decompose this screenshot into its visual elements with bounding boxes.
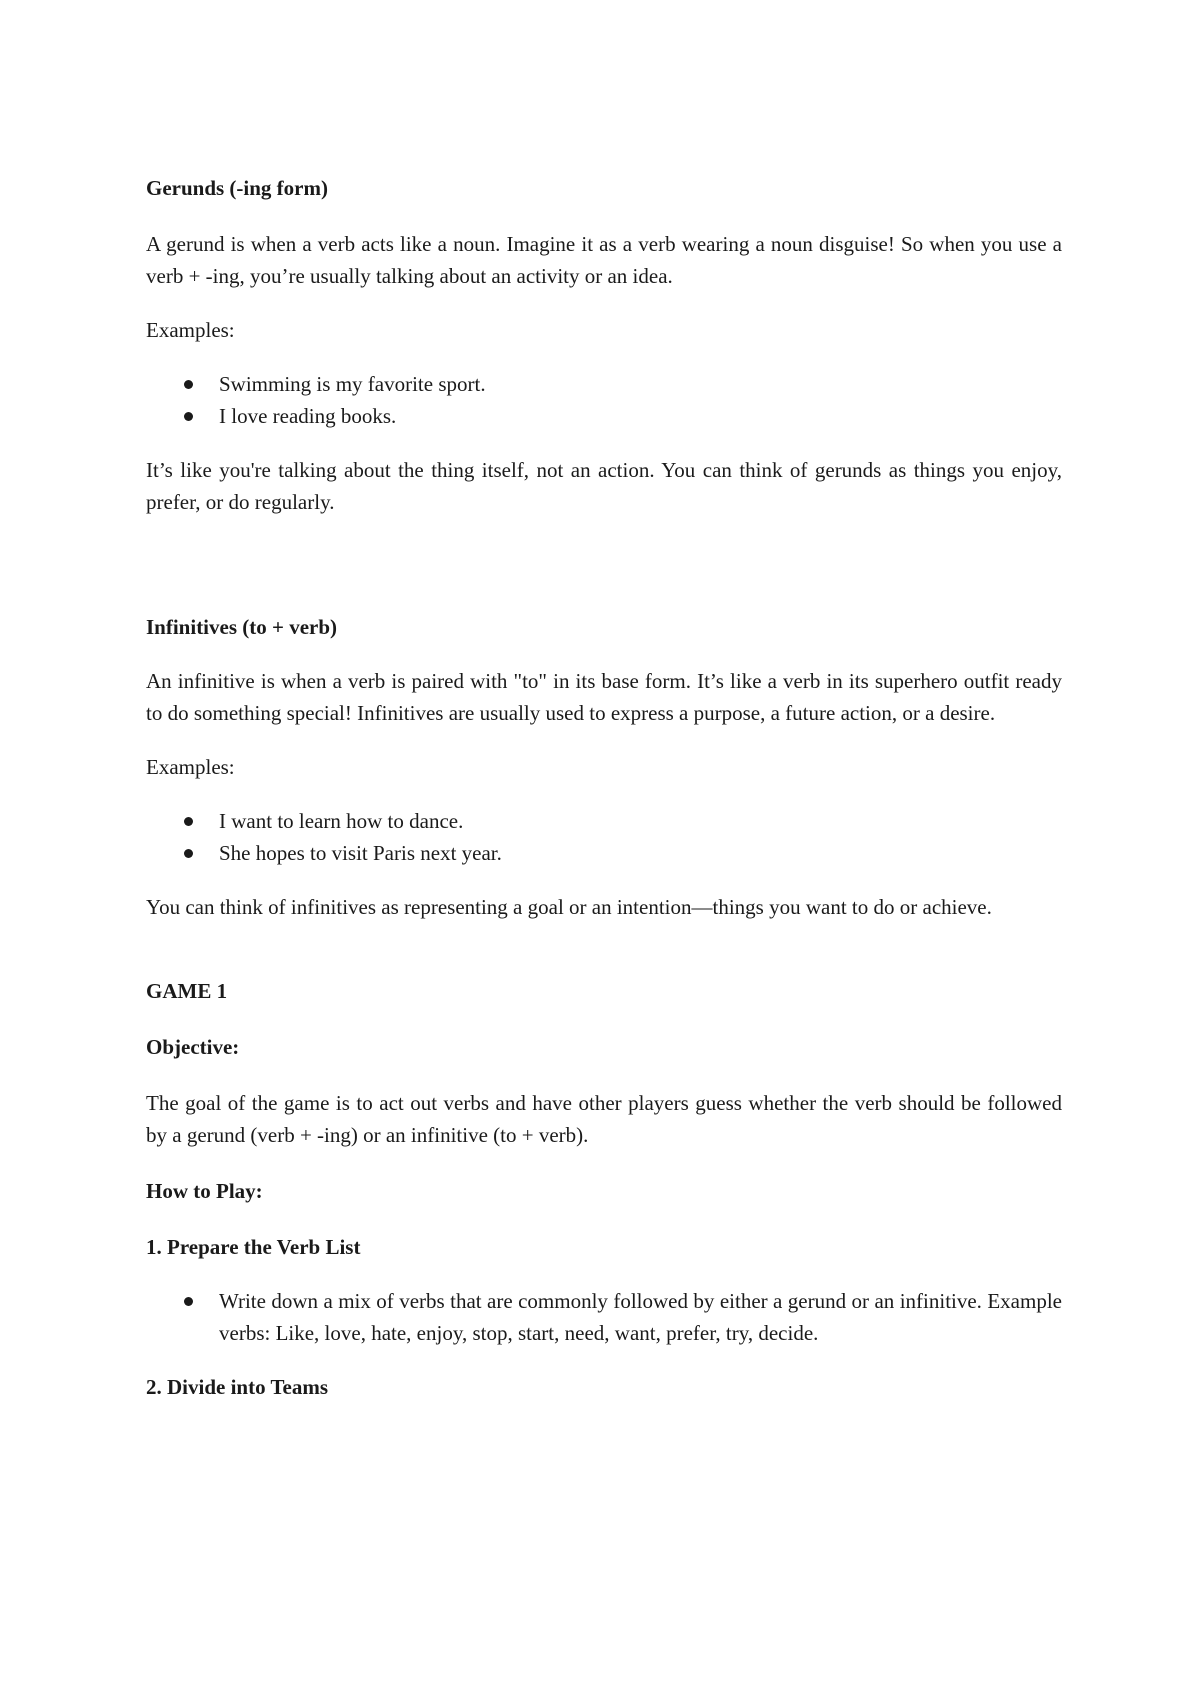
infinitives-heading: Infinitives (to + verb)	[146, 615, 338, 639]
gerunds-examples-list	[146, 368, 1062, 432]
bullet-icon	[184, 412, 193, 421]
list-item-text: Write down a mix of verbs that are commonly followed by either a gerund or an infinitive. Example verbs: Like, love, hate, enjoy, stop, start, need, want, prefer, try, decide.	[219, 1289, 1062, 1345]
list-item	[146, 368, 1062, 400]
list-item-text: I love reading books.	[219, 404, 397, 428]
list-item-text: I want to learn how to dance.	[219, 809, 464, 833]
bullet-icon	[184, 1297, 193, 1306]
how-to-play-label: How to Play:	[146, 1179, 263, 1203]
list-item	[146, 805, 1062, 837]
list-item-text: Swimming is my favorite sport.	[219, 372, 486, 396]
infinitives-examples-label: Examples:	[146, 755, 235, 779]
game-title: GAME 1	[146, 979, 228, 1003]
gerunds-heading: Gerunds (-ing form)	[146, 176, 328, 200]
objective-text: The goal of the game is to act out verbs and have other players guess whether the verb should be followed by a gerund (verb + -ing) or an infinitive (to + verb).	[146, 1091, 1062, 1147]
infinitives-intro: An infinitive is when a verb is paired with "to" in its base form. It’s like a verb in its superhero outfit ready to do something special! Infinitives are usually used to express a purpose, a future action, or a desire.	[146, 669, 1062, 725]
infinitives-examples-list	[146, 805, 1062, 869]
gerunds-intro: A gerund is when a verb acts like a noun. Imagine it as a verb wearing a noun disguise! So when you use a verb + -ing, you’re usually talking about an activity or an idea.	[146, 232, 1062, 288]
list-item	[146, 400, 1062, 432]
gerunds-summary: It’s like you're talking about the thing itself, not an action. You can think of gerunds as things you enjoy, prefer, or do regularly.	[146, 458, 1062, 514]
list-item	[146, 1285, 1062, 1349]
gerunds-examples-label: Examples:	[146, 318, 235, 342]
list-item	[146, 837, 1062, 869]
step-title: 2. Divide into Teams	[146, 1375, 329, 1399]
step-bullets	[146, 1285, 1062, 1349]
document-page	[146, 172, 1062, 1403]
bullet-icon	[184, 849, 193, 858]
step-title: 1. Prepare the Verb List	[146, 1235, 361, 1259]
list-item-text: She hopes to visit Paris next year.	[219, 841, 502, 865]
objective-label: Objective:	[146, 1035, 240, 1059]
bullet-icon	[184, 817, 193, 826]
infinitives-summary: You can think of infinitives as representing a goal or an intention—things you want to do or achieve.	[146, 895, 992, 919]
bullet-icon	[184, 380, 193, 389]
